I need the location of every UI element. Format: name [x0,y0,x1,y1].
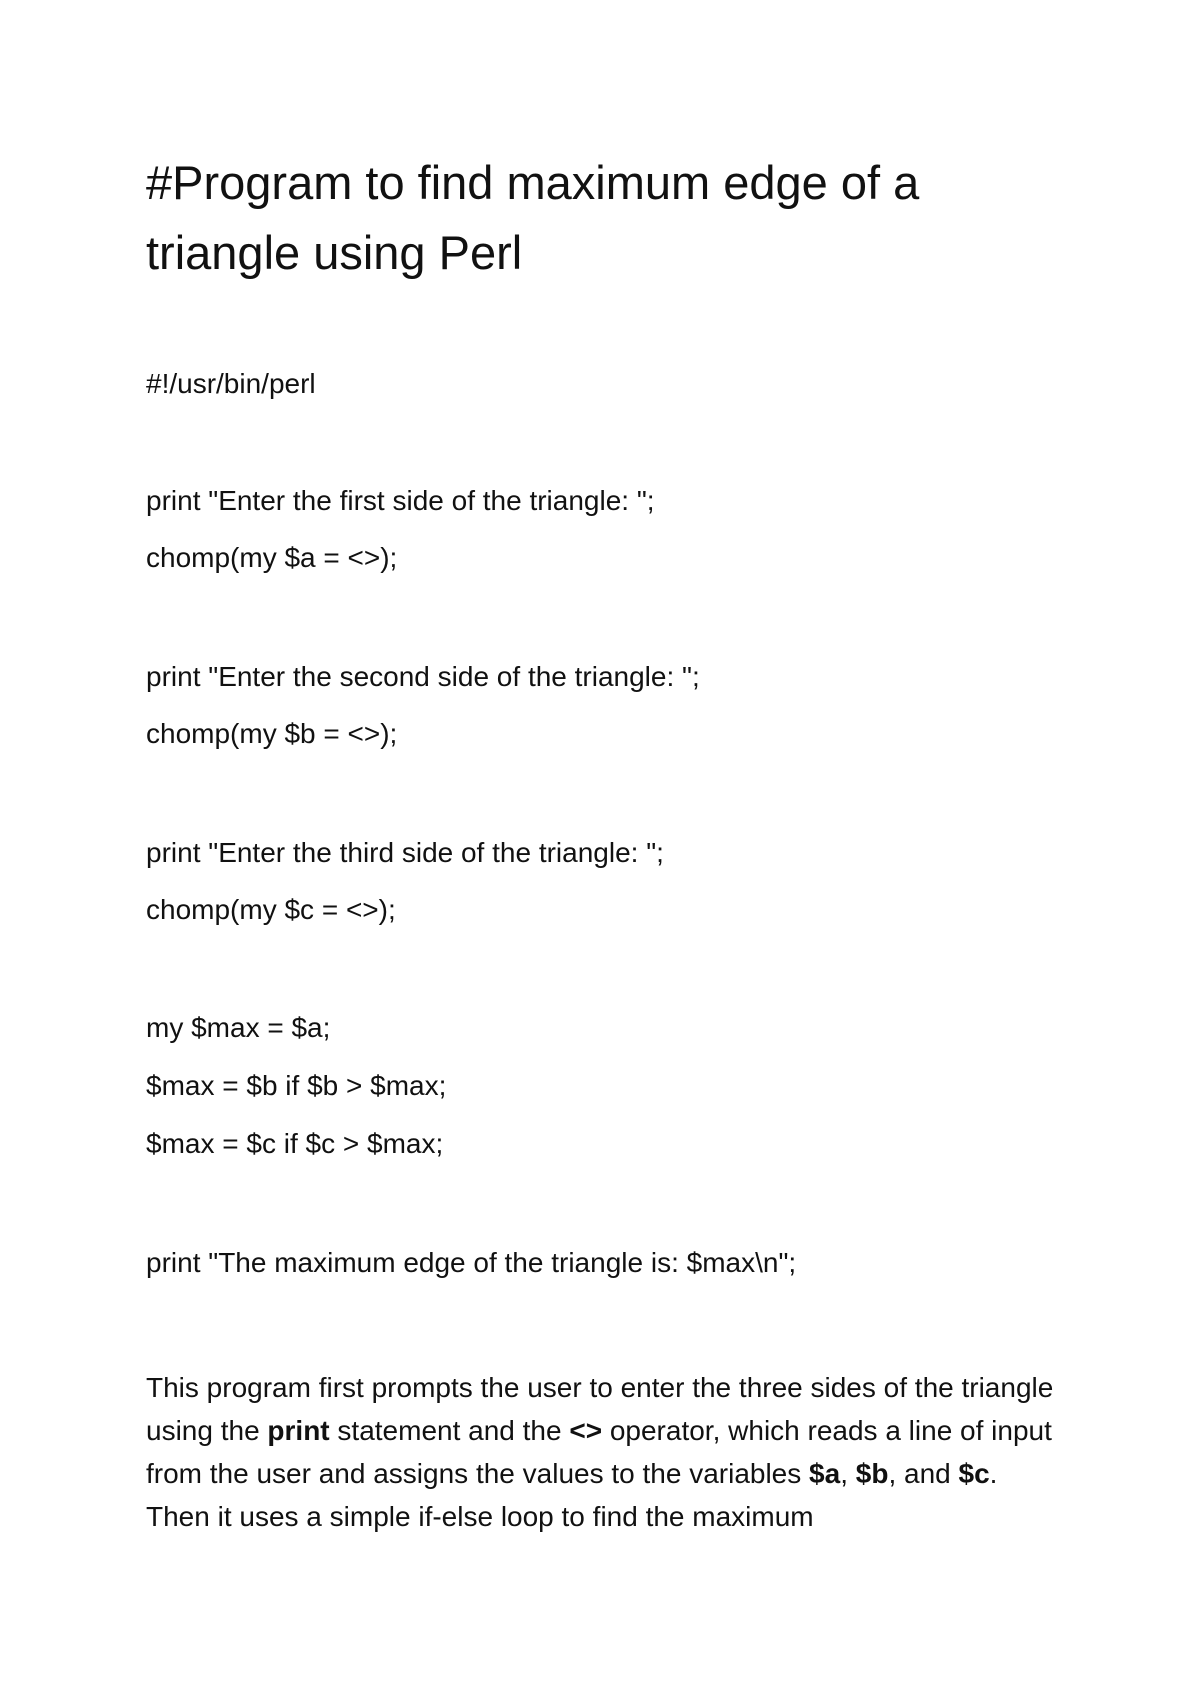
code-line-shebang: #!/usr/bin/perl [146,368,316,399]
explanation-text-4: , [840,1458,856,1489]
explanation-paragraph [146,1366,1066,1538]
code-line-compare-b: $max = $b if $b > $max; [146,1070,447,1101]
code-line-print-result: print "The maximum edge of the triangle is: $max\n"; [146,1247,797,1278]
document-title: #Program to find maximum edge of a triangle using Perl [146,156,920,279]
variable-a: $a [809,1458,841,1489]
code-line-prompt-third: print "Enter the third side of the triangle: "; [146,837,664,868]
code-line-read-c: chomp(my $c = <>); [146,894,396,925]
code-line-prompt-first: print "Enter the first side of the triangle: "; [146,485,655,516]
code-line-init-max: my $max = $a; [146,1012,331,1043]
code-line-prompt-second: print "Enter the second side of the triangle: "; [146,661,700,692]
code-line-read-b: chomp(my $b = <>); [146,718,398,749]
keyword-print: print [267,1415,330,1446]
code-line-read-a: chomp(my $a = <>); [146,542,398,573]
explanation-text-5: , and [888,1458,959,1489]
explanation-text-2: statement and the [329,1415,570,1446]
explanation-text-3: operator, which reads a line of input from the user and assigns the values to the variables [146,1415,1052,1489]
variable-b: $b [855,1458,889,1489]
code-line-compare-c: $max = $c if $c > $max; [146,1128,444,1159]
explanation-text-1: This program first prompts the user to enter the three sides of the triangle using the [146,1372,1054,1446]
explanation-text-6: . Then it uses a simple if-else loop to find the maximum [146,1458,998,1532]
keyword-diamond-operator: <> [569,1415,603,1446]
variable-c: $c [958,1458,990,1489]
